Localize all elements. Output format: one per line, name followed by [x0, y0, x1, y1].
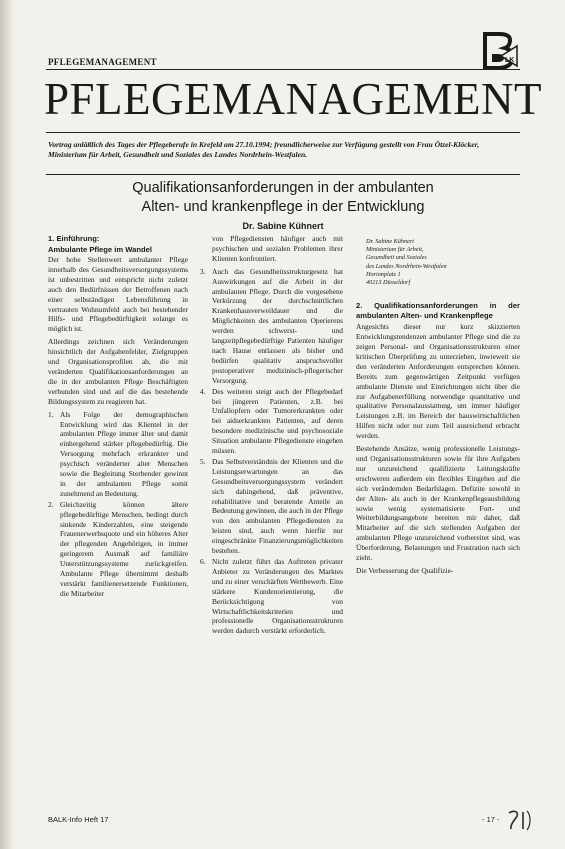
intro-rule [46, 174, 520, 175]
header-rule [46, 69, 520, 70]
list-item [200, 557, 343, 636]
list-item-text: Auch das Gesundheitsstrukturgesetz hat Auswirkungen auf die Arbeit in der ambulanten Pflege. Durch die vorgesehene Verkürzung der durchschnittlichen Krankenhausverweildauer und die Möglichkeiten des ambulanten Operierens werden schwerst- und langzeitpflegebedürftige Patienten häufiger nach Hause entlassen als bisher und bedürfen qualitativ anspruchsvoller postoperativer medizinisch-pflegerischer Versorgung. [212, 266, 343, 385]
paragraph: Der hohe Stellenwert ambulanter Pflege innerhalb des Gesundheitsversorgungssystems ist unbestritten und entspricht nicht zuletzt auch den Bedürfnissen der Betroffenen nach einer selbständigen Lebensführung in vertrauten Wohnumfeld auch bei bestehender Hilfs- und Pflegebedürftigkeit solange es möglich ist. [48, 255, 188, 334]
article-title-line-1: Qualifikationsanforderungen in der ambulanten [132, 180, 434, 196]
list-item [48, 500, 188, 599]
list-item [200, 387, 343, 456]
article-title-line-2: Alten- und krankenpflege in der Entwicklung [141, 199, 425, 215]
address-line: Dr. Sabine Kühnert [366, 238, 414, 245]
author-address [356, 238, 520, 287]
paragraph: Die Verbesserung der Qualifizie- [356, 565, 454, 575]
page-number: - 17 - [482, 815, 500, 824]
list-item [200, 267, 343, 386]
paragraph: Angesichts dieser nur kurz skizzierten Entwicklungstendenzen ambulanter Pflege sind die zu zeigen Personal- und Organisationsstrukturen einer kritischen Überprüfung zu unterziehen, inwieweit sie den veränderten Anforderungen entsprechen können. Bereits zum gegenwärtigen Zeitpunkt verfügen ambulante Dienste und Einrichtungen nicht über die zur Aufgabenerfüllung notwendige quantitative und qualitative Personalausstattung, um immer häufiger Leistungen z.B. im Bereich der hauswirtschaftlichen Hilfen nicht oder nur zum Teil ausreichend erbracht werden. [356, 322, 520, 441]
section-heading-2: 2. Qualifikationsanforderungen in der ambulanten Alten- und Krankenpflege [356, 301, 520, 321]
list-item-text: Das Selbstverständnis der Klienten und die Leistungserwartungen an das Gesundheitsversorgungssystem verändert sich dahingehend, daß präventive, rehabilitative und beratende Anteile an Bedeutung gewinnen, die auch in der Pflege von den ambulanten Pflegediensten zu leisten sind, auch wenn hierfür nur eingeschränkte Finanzierungsmöglichkeiten bestehen. [212, 456, 343, 556]
footer-publication: BALK-Info Heft 17 [48, 815, 109, 824]
paragraph: Allerdings zeichnen sich Veränderungen hinsichtlich der Aufgabenfelder, Zielgruppen und Organisationsprofilen ab, die mit veränderten Qualifikationsanforderungen an die in der ambulanten Pflege Beschäftigten verbunden sind und auf die das bestehende Bildungssystem zu reagieren hat. [48, 337, 188, 406]
address-line: 40213 Düsseldorf [366, 279, 411, 287]
section-subheading-1: Ambulante Pflege im Wandel [48, 245, 152, 254]
address-line: Gesundheit und Soziales [366, 254, 427, 262]
running-head: PFLEGEMANAGEMENT [48, 57, 157, 67]
list-number: 6. [200, 557, 206, 566]
masthead-rule [46, 132, 520, 133]
list-item-text: Als Folge der demographischen Entwicklung wird das Klientel in der ambulanten Pflege immer älter und damit einhergehend stärker pflegebedürftig. Die Versorgung mehrfach erkrankter und psychisch veränderter alter Menschen sowie die Begleitung Sterbender gewinnt in der ambulanten Pflege somit zunehmend an Bedeutung. [60, 409, 188, 498]
address-line: Ministerium für Arbeit, [366, 246, 424, 254]
list-item-text: Gleichzeitig können ältere pflegebedürftige Menschen, bedingt durch sinkende Kinderzahlen, eine steigende Frauenerwerbsquote und ein höheres Alter der pflegenden Angehörigen, in immer geringerem Ausmaß auf familiäre Unterstützungssysteme zurückgreifen. Ambulante Pflege übernimmt deshalb verstärkt familienersetzende Funktionen, die Mitarbeiter [60, 499, 188, 598]
list-number: 5. [200, 456, 206, 466]
text-column-2 [200, 234, 343, 637]
list-item [200, 457, 343, 556]
list-item-text: Nicht zuletzt führt das Auftreten privater Anbieter zu Veränderungen des Marktes und zu einer verschärften Wettbewerb. Eine stärkere Kundenorientierung, die Berücksichtigung von Wirtschaftlichkeitskriterien und professionelle Organisationsstrukturen werden dadurch verstärkt erforderlich. [212, 557, 343, 636]
paragraph: Bestehende Ansätze, wenig professionelle Leistungs- und Organisationsstrukturen sowie für ihre Aufgaben nur unzureichend qualifizierte Leitungskräfte erschweren außerdem ein flexibles Eingehen auf die sich verändernden Bedarfslagen. Defizite sowohl in der Alten- als auch in der Krankenpflegeausbildung sowie wenig systematisierte Fort- und Weiterbildungsangebote bereiten mir daher, daß Mitarbeiter auf die sich stellenden Aufgaben der ambulanten Pflege unzureichend vorbereitet sind, was Überforderung, Belastungen und Frustration nach sich zieht. [356, 444, 520, 563]
section-heading-1: 1. Einführung: [48, 234, 100, 243]
paragraph: von Pflegediensten häufiger auch mit psychischen und sozialen Problemen ihrer Klienten konfrontiert. [212, 234, 343, 263]
list-item [48, 410, 188, 499]
address-line: des Landes Nordrhein-Westfalen [366, 262, 447, 270]
list-number: 2. [48, 499, 54, 509]
masthead-title: PFLEGEMANAGEMENT [44, 74, 542, 124]
text-column-1 [48, 234, 188, 600]
article-title [48, 179, 518, 217]
list-number: 1. [48, 409, 54, 419]
scan-shadow-edge [0, 0, 14, 849]
article-author: Dr. Sabine Kühnert [242, 221, 324, 231]
list-number: 4. [200, 386, 206, 396]
intro-note: Vortrag anläßlich des Tages der Pflegeberufe in Krefeld am 27.10.1994; freundlicherweise zur Verfügung gestellt von Frau Ötzel-Klöcker, Ministerium für Arbeit, Gesundheit und Soziales des Landes Nordrhein-Westfalen. [48, 140, 480, 159]
numbered-list [48, 410, 188, 599]
address-line: Horionplatz 1 [366, 270, 401, 278]
svg-text:LK: LK [505, 57, 515, 64]
text-column-3 [356, 234, 520, 579]
list-item-text: Des weiteren steigt auch der Pflegebedarf bei jüngeren Patienten, z.B. bei Unfallopfern oder Tumorerkrankten oder bei aidserkrankten Patienten, auf deren besondere medizinische und psychosoziale Situation ambulante Pflegedienste eingehen müssen. [212, 386, 343, 456]
balk-logo-icon [477, 28, 523, 74]
numbered-list [200, 267, 343, 637]
handwritten-mark-icon [505, 807, 535, 833]
list-number: 3. [200, 266, 206, 276]
